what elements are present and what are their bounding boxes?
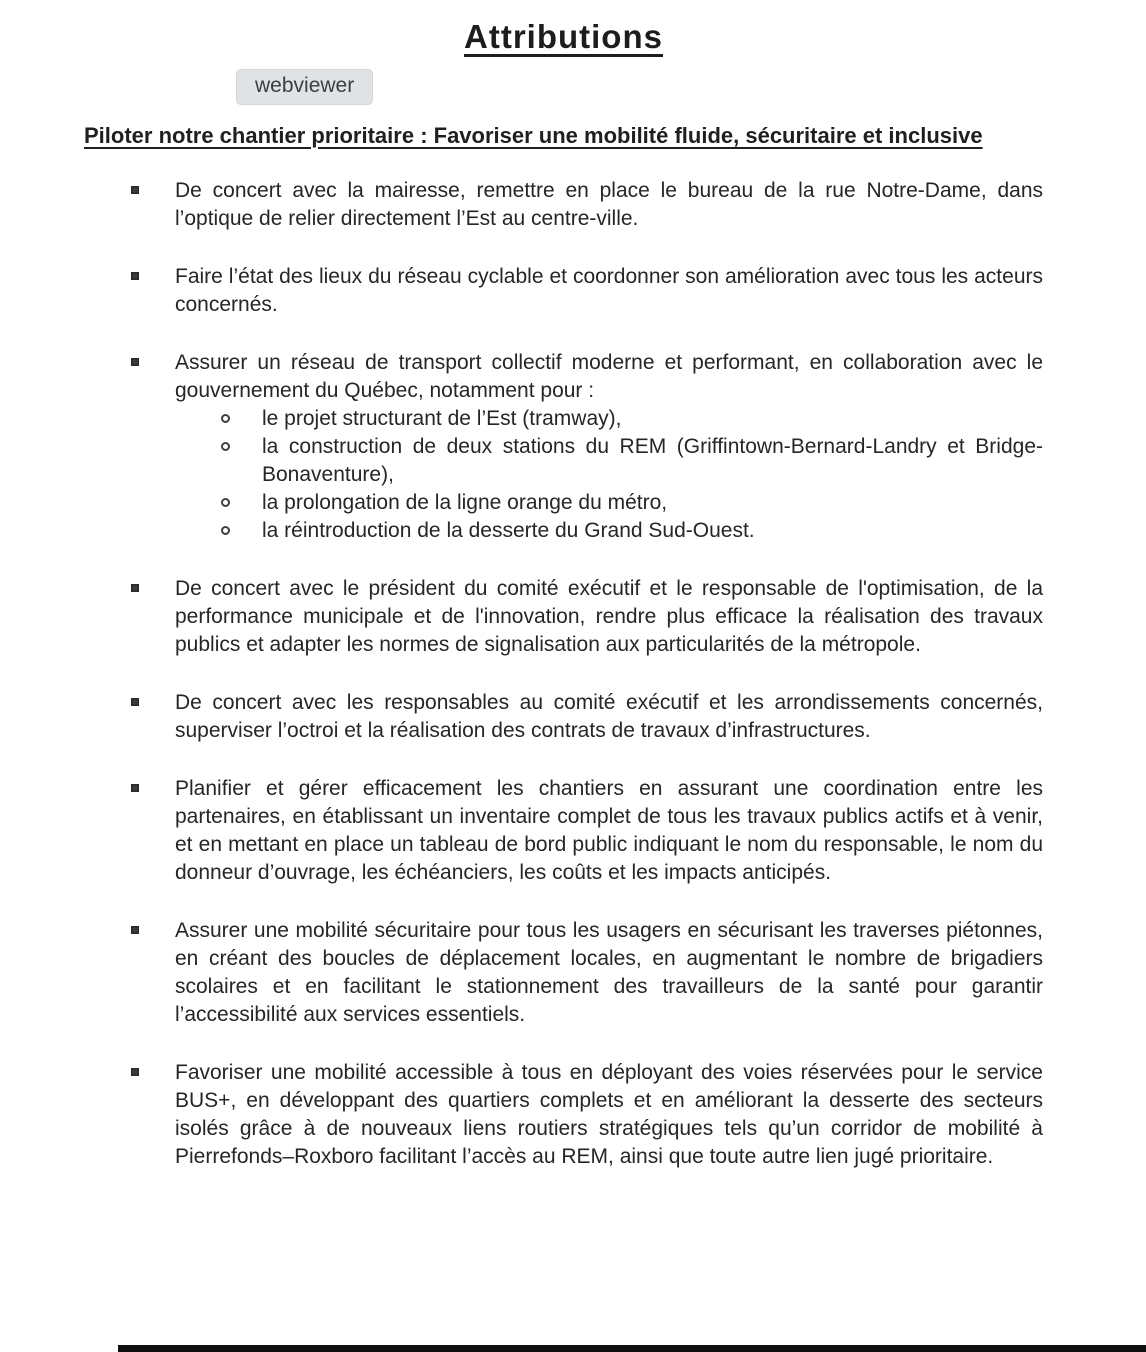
square-bullet-icon (131, 926, 139, 934)
sub-item-text: la prolongation de la ligne orange du métro, (262, 491, 668, 514)
list-item-text: Assurer un réseau de transport collectif moderne et performant, en collaboration avec le gouvernement du Québec, notamment pour : (175, 351, 1043, 402)
list-item (84, 917, 1043, 1029)
list-item-text: Assurer une mobilité sécuritaire pour tous les usagers en sécurisant les traverses piétonnes, en créant des boucles de déplacement locales, en augmentant le nombre de brigadiers scolaires et en facilitant le stationnement des travailleurs de la santé pour garantir l’accessibilité aux services essentiels. (175, 919, 1043, 1026)
list-item-text: Favoriser une mobilité accessible à tous en déployant des voies réservées pour le service BUS+, en développant des quartiers complets et en améliorant la desserte des secteurs isolés grâce à de nouveaux liens routiers stratégiques tels qu’un corridor de mobilité à Pierrefonds–Roxboro facilitant l’accès au REM, ainsi que toute autre lien jugé prioritaire. (175, 1061, 1043, 1168)
square-bullet-icon (131, 186, 139, 194)
circle-bullet-icon (221, 414, 230, 423)
square-bullet-icon (131, 698, 139, 706)
scan-page-bottom-edge (118, 1345, 1146, 1352)
square-bullet-icon (131, 272, 139, 280)
webviewer-badge[interactable]: webviewer (236, 69, 373, 105)
list-item (84, 349, 1043, 545)
square-bullet-icon (131, 784, 139, 792)
sub-list-item (175, 405, 1043, 433)
sub-list-item (175, 433, 1043, 489)
document-content (84, 0, 1043, 1201)
sub-item-text: le projet structurant de l’Est (tramway), (262, 407, 622, 430)
list-item-text: De concert avec le président du comité exécutif et le responsable de l'optimisation, de la performance municipale et de l'innovation, rendre plus efficace la réalisation des travaux publics et adapter les normes de signalisation aux particularités de la métropole. (175, 577, 1043, 656)
sub-list (175, 405, 1043, 545)
sub-item-text: la construction de deux stations du REM (Griffintown-Bernard-Landry et Bridge-Bonaventure), (262, 435, 1043, 486)
list-item (84, 177, 1043, 233)
circle-bullet-icon (221, 442, 230, 451)
square-bullet-icon (131, 1068, 139, 1076)
list-item (84, 575, 1043, 659)
list-item-text: De concert avec la mairesse, remettre en place le bureau de la rue Notre-Dame, dans l’optique de relier directement l’Est au centre-ville. (175, 179, 1043, 230)
page-title: Attributions (464, 18, 663, 55)
circle-bullet-icon (221, 526, 230, 535)
section-heading: Piloter notre chantier prioritaire : Favoriser une mobilité fluide, sécuritaire et inclusive (84, 123, 983, 148)
list-item-text: Faire l’état des lieux du réseau cyclable et coordonner son amélioration avec tous les acteurs concernés. (175, 265, 1043, 316)
sub-list-item (175, 489, 1043, 517)
bullet-list (84, 177, 1043, 1171)
sub-item-text: la réintroduction de la desserte du Grand Sud-Ouest. (262, 519, 755, 542)
circle-bullet-icon (221, 498, 230, 507)
list-item (84, 689, 1043, 745)
list-item (84, 775, 1043, 887)
sub-list-item (175, 517, 1043, 545)
list-item (84, 1059, 1043, 1171)
list-item-text: De concert avec les responsables au comité exécutif et les arrondissements concernés, superviser l’octroi et la réalisation des contrats de travaux d’infrastructures. (175, 691, 1043, 742)
list-item-text: Planifier et gérer efficacement les chantiers en assurant une coordination entre les partenaires, en établissant un inventaire complet de tous les travaux publics actifs et à venir, et en mettant en place un tableau de bord public indiquant le nom du responsable, le nom du donneur d’ouvrage, les échéanciers, les coûts et les impacts anticipés. (175, 777, 1043, 884)
square-bullet-icon (131, 584, 139, 592)
square-bullet-icon (131, 358, 139, 366)
list-item (84, 263, 1043, 319)
